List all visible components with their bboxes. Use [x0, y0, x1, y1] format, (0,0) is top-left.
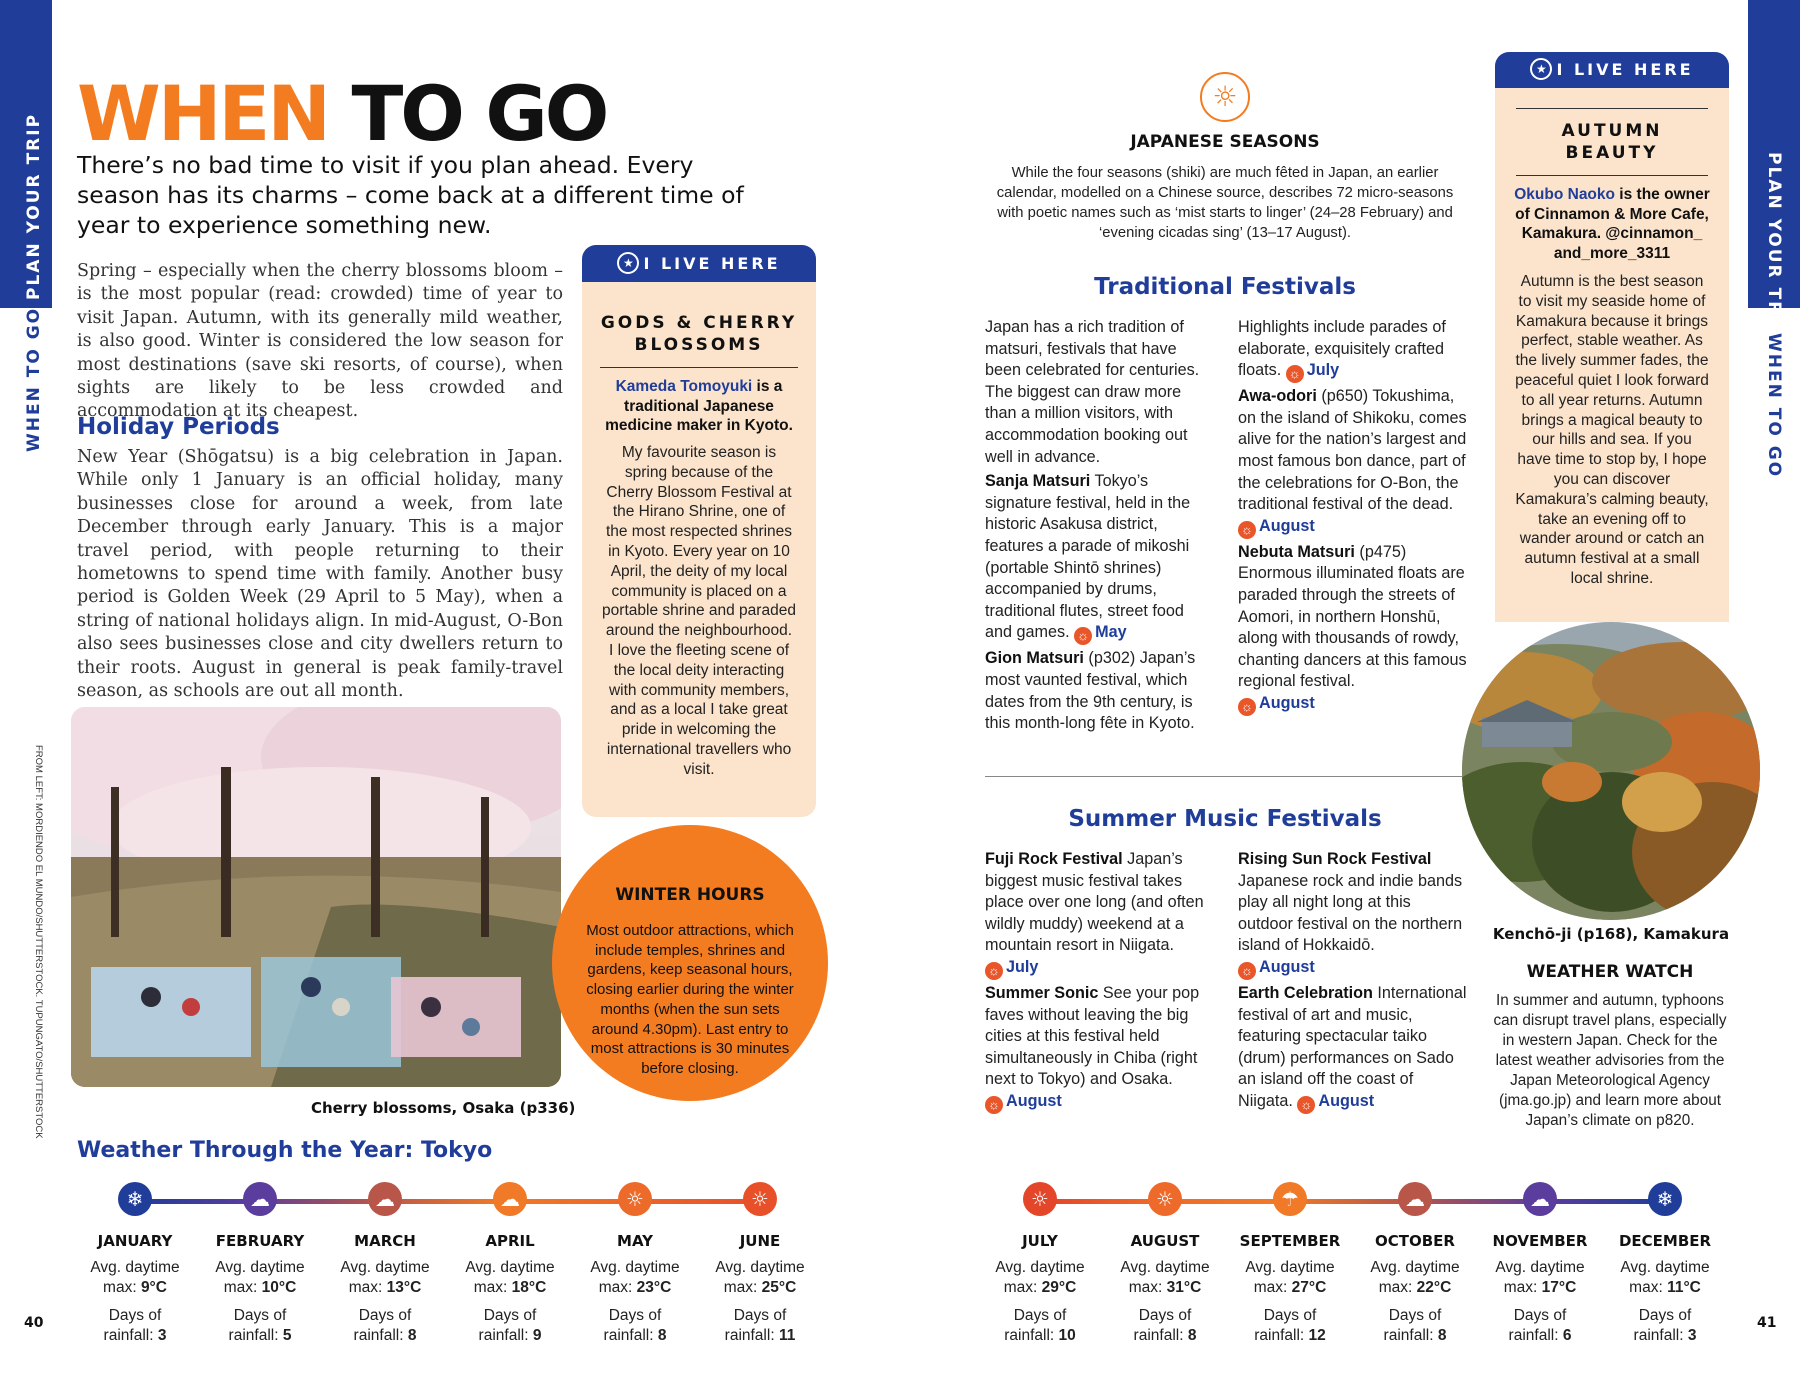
holiday-paragraph: New Year (Shōgatsu) is a big celebration in Japan. While only 1 January is an official holiday, many businesses close for around a week, from late December through early January. This is a major travel period, with people returning to their hometowns to spend time with family. Another busy period is Golden Week (29 April to 5 May), when a string of national holidays align. In mid-August, O-Bon also sees businesses close and city dwellers return to their roots. August in general is peak family-travel season, as schools are out all month. [77, 447, 563, 702]
sonic-name: Summer Sonic [985, 983, 1099, 1002]
cherry-blossom-caption: Cherry blossoms, Osaka (p336) [311, 1099, 576, 1117]
month-temperature [700, 1258, 820, 1297]
rain-label-2: rainfall: [353, 1326, 404, 1344]
rain-label: Days of [1513, 1307, 1567, 1324]
live-here-header-2 [1495, 52, 1729, 88]
kenchoji-caption: Kenchō-ji (p168), Kamakura [1492, 925, 1730, 943]
month-temperature [1230, 1258, 1350, 1297]
intro-text: There’s no bad time to visit if you plan ahead. Every season has its charms – come back at a different time of year to experience something new. [77, 151, 744, 239]
gion-text: (p302) Japan’s most vaunted festival, which dates from the 9th century, is this month-long fête in Kyoto. [985, 649, 1196, 733]
rain-label: Days of [358, 1307, 412, 1324]
nebuta-text: (p475) Enormous illuminated floats are paraded through the streets of Aomori, in northern Honshū, along with thousands of rowdy, chanting dancers at this famous regional festival. [1238, 542, 1467, 691]
temp-label: Avg. daytime [1120, 1259, 1210, 1276]
temp-value: 18°C [511, 1278, 547, 1296]
nebuta-name: Nebuta Matsuri [1238, 542, 1355, 561]
gion-matsuri-entry [985, 648, 1213, 734]
month-column [1355, 1182, 1475, 1345]
earth-text: International festival of art and music, featuring spectacular taiko (drum) performances on Sado an island off the coast of Niigata. [1238, 983, 1467, 1110]
sun-cloud-icon: ☁ [368, 1182, 402, 1216]
summer-sonic-entry [985, 983, 1213, 1114]
max-label: max: [1378, 1278, 1413, 1296]
weather-watch-title: WEATHER WATCH [1526, 962, 1694, 982]
section-label-left: WHEN TO GO [24, 306, 44, 452]
earth-name: Earth Celebration [1238, 983, 1373, 1002]
temp-label: Avg. daytime [215, 1259, 305, 1276]
rain-label-2: rainfall: [1508, 1326, 1559, 1344]
temp-value: 31°C [1166, 1278, 1202, 1296]
temp-label: Avg. daytime [90, 1259, 180, 1276]
panel-divider-1 [600, 367, 798, 368]
month-name: AUGUST [1130, 1232, 1200, 1250]
month-rainfall [325, 1306, 445, 1345]
nebuta-month-label: August [1259, 693, 1315, 712]
rain-value: 12 [1308, 1326, 1326, 1344]
kenchoji-photo [1462, 622, 1760, 920]
awa-text: (p650) Tokushima, on the island of Shikoku, comes alive for the nation’s largest and most famous bon dance, part of the celebrations for O-Bon, the traditional festival of the dead. [1238, 387, 1467, 514]
rain-value: 9 [532, 1326, 542, 1344]
rising-month-label: August [1259, 957, 1315, 976]
rain-value: 3 [157, 1326, 167, 1344]
sun-icon: ☼ [1297, 1096, 1315, 1114]
sanja-matsuri-entry [985, 471, 1213, 645]
rising-sun-entry [1238, 849, 1470, 980]
max-label: max: [1503, 1278, 1538, 1296]
sun-cloud-icon: ☁ [243, 1182, 277, 1216]
rain-label-2: rainfall: [1133, 1326, 1184, 1344]
sun-icon: ☼ [1148, 1182, 1182, 1216]
month-temperature [1355, 1258, 1475, 1297]
tab-label-right: PLAN YOUR TRIP [1764, 152, 1784, 340]
panel-divider-2a [1516, 108, 1708, 109]
nebuta-month [1238, 694, 1315, 712]
sanja-text: Tokyo’s signature festival, held in the historic Asakusa district, features a parade of mikoshi (portable Shintō shrines) accompanied by drums, traditional flutes, street food and games. [985, 472, 1191, 642]
rain-label: Days of [108, 1307, 162, 1324]
temp-value: 27°C [1291, 1278, 1327, 1296]
sun-cloud-icon: ☁ [493, 1182, 527, 1216]
live-here-person-1: Kameda Tomoyuki [615, 378, 753, 395]
snowflake-icon: ❄ [1648, 1182, 1682, 1216]
rain-label-2: rainfall: [1633, 1326, 1684, 1344]
month-rainfall [1605, 1306, 1725, 1345]
live-here-title-2: AUTUMN BEAUTY [1561, 121, 1663, 163]
month-column [980, 1182, 1100, 1345]
temp-value: 10°C [261, 1278, 297, 1296]
month-column [75, 1182, 195, 1345]
rain-cloud-icon: ☂ [1273, 1182, 1307, 1216]
earth-month-label: August [1318, 1091, 1375, 1110]
temp-value: 17°C [1541, 1278, 1577, 1296]
max-label: max: [1629, 1278, 1663, 1296]
weather-title: Weather Through the Year: Tokyo [77, 1138, 493, 1163]
sun-icon: ☼ [1286, 365, 1304, 383]
rain-label-2: rainfall: [478, 1326, 529, 1344]
month-rainfall [1230, 1306, 1350, 1345]
rising-name: Rising Sun Rock Festival [1238, 850, 1432, 868]
temp-label: Avg. daytime [1245, 1259, 1335, 1276]
highlights-month-label: July [1306, 361, 1340, 380]
rain-label: Days of [1388, 1307, 1442, 1324]
highlights-text: Highlights include parades of elaborate, exquisitely crafted floats. [1238, 318, 1446, 380]
live-here-header-label-1: I LIVE HERE [643, 254, 781, 273]
sun-icon: ☼ [985, 1096, 1003, 1114]
month-rainfall [200, 1306, 320, 1345]
max-label: max: [473, 1278, 508, 1296]
month-column [1605, 1182, 1725, 1345]
max-label: max: [348, 1278, 383, 1296]
sun-icon: ☼ [743, 1182, 777, 1216]
sun-icon: ☼ [1074, 627, 1092, 645]
winter-hours-circle [552, 825, 828, 1101]
temp-label: Avg. daytime [1370, 1259, 1460, 1276]
tab-label-left: PLAN YOUR TRIP [24, 112, 44, 300]
japanese-seasons-title: JAPANESE SEASONS [1130, 132, 1320, 152]
rain-value: 6 [1562, 1326, 1572, 1344]
month-temperature [575, 1258, 695, 1297]
rising-month [1238, 958, 1315, 976]
snowflake-icon: ❄ [118, 1182, 152, 1216]
sun-icon: ☼ [1238, 521, 1256, 539]
rain-value: 8 [657, 1326, 667, 1344]
traditional-col-right [1238, 317, 1470, 719]
month-temperature [200, 1258, 320, 1297]
sun-icon: ☼ [1023, 1182, 1057, 1216]
month-temperature [1605, 1258, 1725, 1297]
rain-label: Days of [733, 1307, 787, 1324]
sanja-name: Sanja Matsuri [985, 472, 1091, 491]
month-temperature [75, 1258, 195, 1297]
month-name: SEPTEMBER [1239, 1232, 1341, 1250]
page-number-left: 40 [24, 1315, 44, 1331]
winter-hours-title: WINTER HOURS [615, 885, 765, 905]
month-rainfall [1480, 1306, 1600, 1345]
month-temperature [450, 1258, 570, 1297]
highlights-entry [1238, 317, 1470, 383]
sonic-month-label: August [1006, 1091, 1062, 1110]
temp-value: 23°C [636, 1278, 672, 1296]
rain-value: 8 [407, 1326, 417, 1344]
temp-label: Avg. daytime [1495, 1259, 1585, 1276]
earth-celebration-entry [1238, 983, 1470, 1114]
sonic-text: See your pop faves without leaving the big cities at this festival held simultaneously in Chiba (right next to Tokyo) and Osaka. [985, 983, 1200, 1089]
month-column [1105, 1182, 1225, 1345]
rain-label: Days of [483, 1307, 537, 1324]
month-name: DECEMBER [1618, 1232, 1712, 1250]
fuji-text: Japan’s biggest music festival takes place over one long (and often wildly muddy) weekend at a mountain resort in Niigata. [985, 850, 1204, 955]
live-here-intro-1 [598, 377, 800, 436]
temp-value: 11°C [1667, 1278, 1701, 1296]
sanja-month-label: May [1095, 623, 1127, 642]
rain-label-2: rainfall: [1383, 1326, 1434, 1344]
rain-value: 3 [1687, 1326, 1697, 1344]
month-name: APRIL [485, 1232, 535, 1250]
sonic-month [985, 1092, 1062, 1110]
fuji-month [985, 958, 1038, 976]
max-label: max: [1003, 1278, 1038, 1296]
sanja-month [1074, 623, 1127, 644]
month-name: MARCH [354, 1232, 416, 1250]
sun-cloud-icon: ☁ [1523, 1182, 1557, 1216]
month-temperature [325, 1258, 445, 1297]
rising-text: Japanese rock and indie bands play all night long at this outdoor festival on the northern island of Hokkaidō. [1238, 871, 1463, 955]
temp-label: Avg. daytime [1620, 1259, 1710, 1276]
summer-col-right [1238, 849, 1470, 1117]
temp-value: 25°C [761, 1278, 797, 1296]
month-temperature [980, 1258, 1100, 1297]
rain-label: Days of [1638, 1307, 1692, 1324]
summer-col-left [985, 849, 1213, 1117]
month-column [575, 1182, 695, 1345]
earth-month [1297, 1092, 1374, 1110]
traditional-col-left [985, 317, 1213, 738]
live-here-role-2: is the owner of Cinnamon & More Cafe, Kamakura. @cinnamon_ and_more_3311 [1515, 186, 1710, 262]
live-here-person-2: Okubo Naoko [1514, 186, 1615, 203]
rain-label: Days of [1263, 1307, 1317, 1324]
photo-credit: FROM LEFT: MORDIENDO EL MUNDO/SHUTTERSTOCK. TUPUNGATO/SHUTTERSTOCK [33, 745, 44, 1139]
star-pin-icon: ★ [617, 252, 639, 274]
live-here-title-1: GODS & CHERRY BLOSSOMS [600, 313, 798, 355]
panel-divider-2b [1516, 175, 1708, 176]
rain-label-2: rainfall: [603, 1326, 654, 1344]
month-name: OCTOBER [1375, 1232, 1455, 1250]
gion-name: Gion Matsuri [985, 649, 1084, 668]
title-to-go: TO GO [351, 69, 607, 158]
month-column [325, 1182, 445, 1345]
live-here-body-1: My favourite season is spring because of the Cherry Blossom Festival at the Hirano Shrine, one of the most respected shrines in Kyoto. Every year on 10 April, the deity of my local community is placed on a portable shrine and paraded around the neighbourhood. I love the fleeting scene of the local deity interacting with community members, and as a local I take great pride in welcoming the international travellers who visit. [602, 444, 796, 778]
month-temperature [1480, 1258, 1600, 1297]
awa-month [1238, 517, 1315, 535]
month-name: JULY [1022, 1232, 1058, 1250]
star-pin-icon: ★ [1530, 58, 1552, 80]
winter-hours-body: Most outdoor attractions, which include temples, shrines and gardens, keep seasonal hours, closing earlier during the winter months (when the sun sets around 4.30pm). Last entry to most attractions is 30 minutes before closing. [586, 922, 794, 1077]
awa-odori-entry [1238, 386, 1470, 539]
temp-value: 13°C [386, 1278, 422, 1296]
temp-value: 22°C [1416, 1278, 1452, 1296]
sun-cloud-icon: ☁ [1398, 1182, 1432, 1216]
month-column [700, 1182, 820, 1345]
month-name: NOVEMBER [1492, 1232, 1588, 1250]
section-divider [985, 776, 1463, 777]
max-label: max: [1128, 1278, 1163, 1296]
highlights-month [1286, 361, 1340, 382]
sun-icon: ☼ [618, 1182, 652, 1216]
rain-value: 5 [282, 1326, 292, 1344]
month-column [450, 1182, 570, 1345]
rain-value: 8 [1187, 1326, 1197, 1344]
max-label: max: [598, 1278, 633, 1296]
month-name: JUNE [739, 1232, 781, 1250]
month-column [200, 1182, 320, 1345]
month-name: MAY [617, 1232, 653, 1250]
live-here-header-1 [582, 245, 816, 282]
rain-label: Days of [1013, 1307, 1067, 1324]
rain-value: 10 [1058, 1326, 1076, 1344]
sun-icon: ☼ [1238, 698, 1256, 716]
rain-label-2: rainfall: [1254, 1326, 1305, 1344]
live-here-header-label-2: I LIVE HERE [1556, 60, 1694, 79]
rain-label-2: rainfall: [1004, 1326, 1055, 1344]
page-title [77, 70, 606, 158]
cherry-blossom-photo [71, 707, 561, 1087]
month-name: JANUARY [97, 1232, 173, 1250]
section-label-right: WHEN TO GO [1764, 333, 1784, 479]
page-number-right: 41 [1757, 1315, 1777, 1331]
rain-label: Days of [1138, 1307, 1192, 1324]
rain-label: Days of [233, 1307, 287, 1324]
rain-value: 11 [778, 1326, 796, 1344]
sun-icon: ☼ [1238, 962, 1256, 980]
live-here-body-2: Autumn is the best season to visit my seaside home of Kamakura because it brings perfect, stable weather. As the lively summer fades, the peaceful quiet I look forward to all year returns. Autumn brings a magical beauty to our hills and sea. If you have time to stop by, I hope you can discover Kamakura’s calming beauty, take an evening off to wander around or catch an autumn festival at a small local shrine. [1515, 273, 1709, 587]
temp-label: Avg. daytime [465, 1259, 555, 1276]
rain-label-2: rainfall: [228, 1326, 279, 1344]
max-label: max: [223, 1278, 258, 1296]
month-rainfall [1105, 1306, 1225, 1345]
max-label: max: [723, 1278, 758, 1296]
temp-value: 29°C [1041, 1278, 1077, 1296]
temp-label: Avg. daytime [715, 1259, 805, 1276]
temp-label: Avg. daytime [995, 1259, 1085, 1276]
month-rainfall [1355, 1306, 1475, 1345]
spring-paragraph: Spring – especially when the cherry blossoms bloom – is the most popular (read: crowded) time of year to visit Japan. Autumn, with its generally mild weather, is also good. Winter is considered the low season for most destinations (save ski resorts, of course), when sights are likely to be less crowded and accommodation at its cheapest. [77, 261, 563, 422]
month-temperature [1105, 1258, 1225, 1297]
month-rainfall [700, 1306, 820, 1345]
sun-emblem-icon: ☼ [1200, 72, 1250, 122]
rain-label: Days of [608, 1307, 662, 1324]
month-column [1230, 1182, 1350, 1345]
month-rainfall [75, 1306, 195, 1345]
traditional-festivals-heading: Traditional Festivals [1094, 274, 1356, 300]
holiday-heading: Holiday Periods [77, 414, 280, 440]
rain-label-2: rainfall: [103, 1326, 154, 1344]
month-rainfall [980, 1306, 1100, 1345]
summer-festivals-heading: Summer Music Festivals [1068, 806, 1382, 832]
fuji-rock-entry [985, 849, 1213, 980]
month-name: FEBRUARY [215, 1232, 305, 1250]
max-label: max: [1253, 1278, 1288, 1296]
weather-watch-body: In summer and autumn, typhoons can disrupt travel plans, especially in western Japan. Check for the latest weather advisories from the Japan Meteorological Agency (jma.go.jp) and learn more about Japan’s climate on p820. [1493, 992, 1727, 1129]
month-column [1480, 1182, 1600, 1345]
japanese-seasons-body: While the four seasons (shiki) are much fêted in Japan, an earlier calendar, modelled on a Chinese source, describes 72 micro-seasons with poetic names such as ‘mist starts to linger’ (24–28 February) and ‘evening cicadas sing’ (13–17 August). [996, 165, 1454, 241]
awa-name: Awa-odori [1238, 387, 1317, 406]
temp-value: 9°C [140, 1278, 167, 1296]
fuji-name: Fuji Rock Festival [985, 850, 1123, 868]
month-rainfall [575, 1306, 695, 1345]
temp-label: Avg. daytime [340, 1259, 430, 1276]
nebuta-matsuri-entry [1238, 542, 1470, 716]
live-here-intro-2 [1512, 185, 1712, 263]
fuji-month-label: July [1006, 957, 1039, 976]
sun-icon: ☼ [985, 962, 1003, 980]
max-label: max: [103, 1278, 137, 1296]
live-here-role-1: is a traditional Japanese medicine maker in Kyoto. [605, 378, 793, 434]
title-when: WHEN [77, 69, 328, 158]
month-rainfall [450, 1306, 570, 1345]
temp-label: Avg. daytime [590, 1259, 680, 1276]
awa-month-label: August [1259, 516, 1315, 535]
rain-label-2: rainfall: [724, 1326, 775, 1344]
traditional-intro: Japan has a rich tradition of matsuri, festivals that have been celebrated for centuries. The biggest can draw more than a million visitors, with accommodation booking out well in advance. [985, 318, 1200, 466]
rain-value: 8 [1437, 1326, 1447, 1344]
